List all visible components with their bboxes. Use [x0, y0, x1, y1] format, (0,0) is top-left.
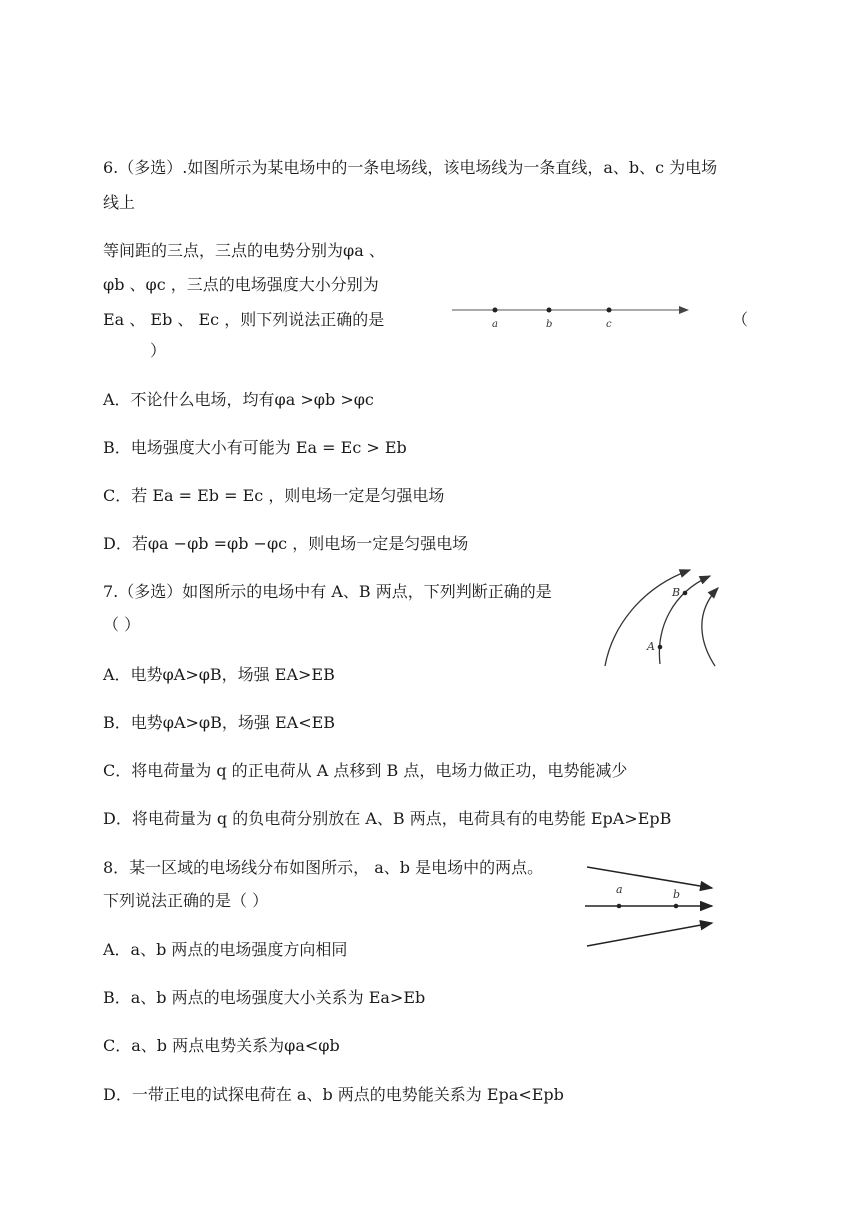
q6-option-d: D．若φa −φb =φb −φc ，则电场一定是匀强电场	[103, 534, 469, 553]
q7-label-b: B	[672, 586, 681, 599]
q8-field-line-bottom	[587, 923, 712, 946]
q7-point-a	[658, 645, 663, 650]
q8-field-line-top	[587, 867, 712, 888]
q6-option-c: C．若 Ea = Eb = Ec ，则电场一定是匀强电场	[103, 486, 445, 505]
q6-point-a	[493, 308, 498, 313]
q6-stem-line5: Ea 、 Eb 、 Ec ，则下列说法正确的是	[103, 310, 385, 329]
q7-option-a: A．电势φA>φB，场强 EA>EB	[103, 665, 335, 684]
q6-stem-line4: φb 、φc ，三点的电场强度大小分别为	[103, 275, 379, 294]
q7-option-d: D．将电荷量为 q 的负电荷分别放在 A、B 两点，电荷具有的电势能 EpA>EpB	[103, 809, 672, 828]
q6-option-a: A．不论什么电场，均有φa >φb >φc	[103, 390, 374, 409]
q8-field-lines-figure	[585, 862, 720, 952]
q8-label-b: b	[673, 888, 681, 901]
q8-label-a: a	[616, 883, 623, 896]
q7-option-c: C．将电荷量为 q 的正电荷从 A 点移到 B 点，电场力做正功，电势能减少	[103, 761, 628, 780]
q7-option-b: B．电势φA>φB，场强 EA<EB	[103, 713, 336, 732]
q6-point-c	[607, 308, 612, 313]
q7-stem-line2: （ ）	[103, 615, 141, 634]
q8-point-a	[617, 904, 622, 909]
q7-stem-line1: 7.（多选）如图所示的电场中有 A、B 两点，下列判断正确的是	[103, 582, 552, 601]
q7-label-a: A	[647, 640, 655, 653]
q8-option-a: A．a、b 两点的电场强度方向相同	[103, 940, 348, 959]
q6-answer-paren-close: ）	[150, 341, 167, 360]
q8-option-c: C．a、b 两点电势关系为φa<φb	[103, 1036, 340, 1055]
q7-curved-field-figure	[600, 568, 725, 673]
q6-stem-line3: 等间距的三点，三点的电势分别为φa 、	[103, 241, 385, 260]
q6-label-b: b	[546, 319, 553, 330]
q6-stem-line1: 6.（多选）.如图所示为某电场中的一条电场线，该电场线为一条直线，a、b、c 为电场	[103, 158, 718, 177]
q8-stem-line1: 8．某一区域的电场线分布如图所示， a、b 是电场中的两点。	[103, 858, 544, 877]
q7-field-line-right	[702, 588, 718, 666]
q6-option-b: B．电场强度大小有可能为 Ea = Ec > Eb	[103, 438, 407, 457]
q8-option-b: B．a、b 两点的电场强度大小关系为 Ea>Eb	[103, 988, 426, 1007]
q6-label-a: a	[492, 319, 498, 330]
q8-point-b	[674, 904, 679, 909]
q6-answer-paren-open: （	[732, 310, 749, 329]
q6-point-b	[547, 308, 552, 313]
q7-point-b	[683, 591, 688, 596]
q6-stem-line2: 线上	[103, 193, 136, 212]
q8-stem-line2: 下列说法正确的是（ ）	[103, 891, 269, 910]
q6-label-c: c	[606, 319, 612, 330]
q6-field-line-figure	[450, 300, 695, 335]
q8-option-d: D．一带正电的试探电荷在 a、b 两点的电势能关系为 Epa<Epb	[103, 1085, 564, 1104]
